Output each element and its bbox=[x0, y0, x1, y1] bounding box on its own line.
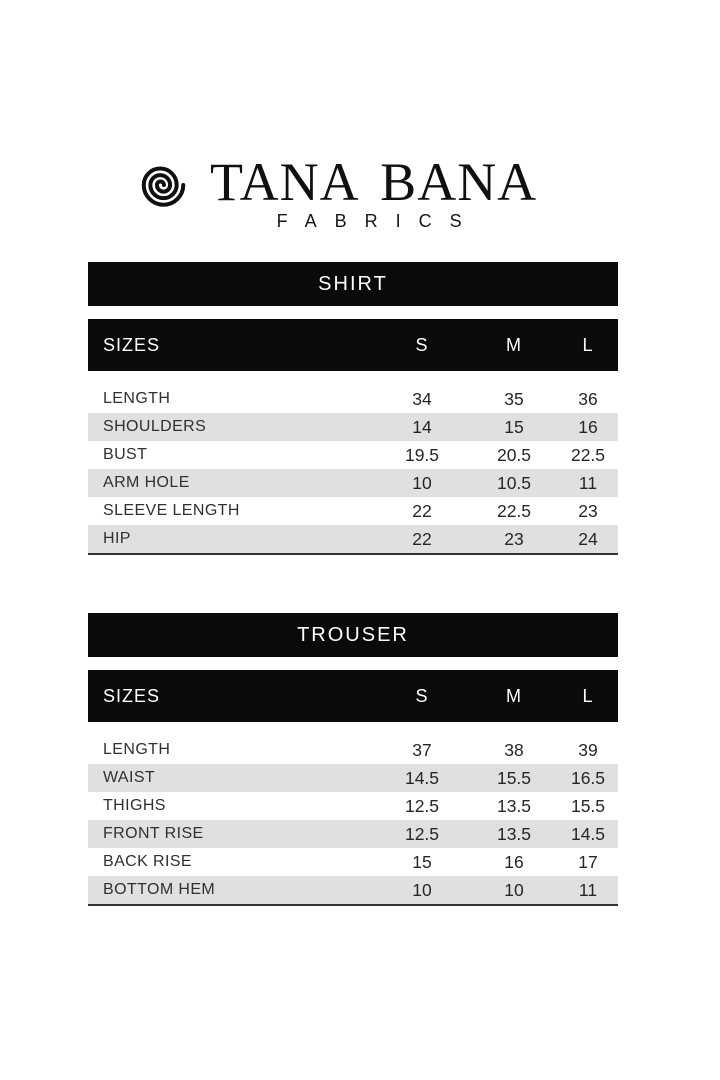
measurement-value: 10 bbox=[412, 879, 432, 900]
table-title: SHIRT bbox=[318, 272, 388, 295]
column-header-l: L bbox=[582, 685, 594, 706]
table-row bbox=[88, 385, 618, 413]
measurement-value: 15.5 bbox=[496, 767, 532, 788]
measurement-value: 15 bbox=[412, 851, 432, 872]
table-row bbox=[88, 413, 618, 441]
table-title-bar bbox=[88, 613, 618, 657]
table-row bbox=[88, 736, 618, 764]
measurement-label: SLEEVE LENGTH bbox=[103, 502, 240, 519]
measurement-rows bbox=[88, 736, 618, 906]
measurement-value: 37 bbox=[412, 739, 432, 760]
table-title-bar bbox=[88, 262, 618, 306]
sizes-header-label: SIZES bbox=[103, 685, 161, 706]
measurement-value: 10 bbox=[504, 879, 524, 900]
column-header-l: L bbox=[582, 334, 594, 355]
sizes-header-row bbox=[88, 319, 618, 371]
measurement-value: 24 bbox=[578, 528, 598, 549]
table-row bbox=[88, 792, 618, 820]
measurement-value: 19.5 bbox=[404, 444, 440, 465]
measurement-value: 14 bbox=[412, 416, 432, 437]
table-title: TROUSER bbox=[297, 623, 409, 646]
measurement-value: 23 bbox=[578, 500, 598, 521]
measurement-value: 15 bbox=[504, 416, 524, 437]
measurement-label: BUST bbox=[103, 446, 148, 463]
measurement-value: 13.5 bbox=[496, 823, 532, 844]
measurement-value: 38 bbox=[504, 739, 524, 760]
measurement-value: 34 bbox=[412, 388, 432, 409]
measurement-value: 10 bbox=[412, 472, 432, 493]
measurement-value: 23 bbox=[504, 528, 524, 549]
measurement-value: 11 bbox=[578, 472, 598, 493]
measurement-value: 10.5 bbox=[496, 472, 532, 493]
spiral-icon bbox=[140, 159, 187, 211]
brand-name: TANA BANA bbox=[210, 152, 538, 212]
brand-subtitle: FABRICS bbox=[276, 211, 480, 231]
shirt-size-table bbox=[88, 262, 618, 555]
brand-text-block bbox=[210, 152, 538, 232]
measurement-label: ARM HOLE bbox=[103, 474, 190, 491]
measurement-value: 17 bbox=[578, 851, 598, 872]
measurement-value: 12.5 bbox=[404, 823, 440, 844]
measurement-rows bbox=[88, 385, 618, 555]
column-header-s: S bbox=[415, 685, 429, 706]
measurement-value: 22 bbox=[412, 528, 432, 549]
table-row bbox=[88, 525, 618, 553]
measurement-label: HIP bbox=[103, 530, 131, 547]
measurement-label: BOTTOM HEM bbox=[103, 881, 216, 898]
measurement-label: THIGHS bbox=[103, 797, 166, 814]
measurement-label: BACK RISE bbox=[103, 853, 192, 870]
measurement-value: 13.5 bbox=[496, 795, 532, 816]
measurement-value: 16 bbox=[504, 851, 524, 872]
table-row bbox=[88, 764, 618, 792]
measurement-value: 36 bbox=[578, 388, 598, 409]
sizes-header-label: SIZES bbox=[103, 334, 161, 355]
table-row bbox=[88, 469, 618, 497]
table-row bbox=[88, 848, 618, 876]
table-row bbox=[88, 876, 618, 904]
trouser-size-table bbox=[88, 613, 618, 906]
measurement-value: 22.5 bbox=[496, 500, 532, 521]
measurement-label: FRONT RISE bbox=[103, 825, 204, 842]
brand-logo bbox=[140, 152, 538, 232]
measurement-value: 20.5 bbox=[496, 444, 532, 465]
measurement-value: 14.5 bbox=[570, 823, 606, 844]
measurement-value: 14.5 bbox=[404, 767, 440, 788]
measurement-value: 16 bbox=[578, 416, 598, 437]
measurement-label: LENGTH bbox=[103, 390, 171, 407]
measurement-value: 22 bbox=[412, 500, 432, 521]
column-header-m: M bbox=[506, 685, 522, 706]
table-row bbox=[88, 497, 618, 525]
measurement-value: 16.5 bbox=[570, 767, 606, 788]
table-row bbox=[88, 820, 618, 848]
measurement-value: 22.5 bbox=[570, 444, 606, 465]
column-header-s: S bbox=[415, 334, 429, 355]
sizes-header-row bbox=[88, 670, 618, 722]
measurement-value: 15.5 bbox=[570, 795, 606, 816]
measurement-value: 11 bbox=[578, 879, 598, 900]
measurement-label: WAIST bbox=[103, 769, 156, 786]
measurement-label: LENGTH bbox=[103, 741, 171, 758]
column-header-m: M bbox=[506, 334, 522, 355]
measurement-value: 12.5 bbox=[404, 795, 440, 816]
measurement-label: SHOULDERS bbox=[103, 418, 207, 435]
table-row bbox=[88, 441, 618, 469]
measurement-value: 39 bbox=[578, 739, 598, 760]
measurement-value: 35 bbox=[504, 388, 524, 409]
